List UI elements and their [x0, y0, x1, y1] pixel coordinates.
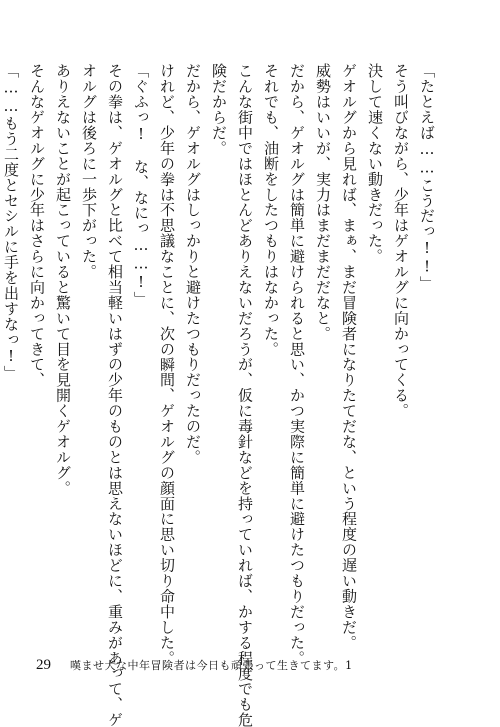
page-number: 29 — [36, 657, 51, 673]
running-title: 嘆ませ犬な中年冒険者は今日も頑張って生きてます。1 — [70, 659, 353, 672]
text-line: ゲオルグから見れば、まぁ、まだ冒険者になりたてだな、という程度の遅い動きだ。 — [340, 63, 358, 651]
text-line: それでも、油断をしたつもりはなかった。 — [262, 63, 280, 357]
text-line: 「たとえば……こうだっ!!」 — [418, 63, 436, 292]
text-line: けれど、少年の拳は不思議なことに、次の瞬間、ゲオルグの顔面に思い切り命中した。 — [158, 63, 176, 666]
text-line: 決して速くない動きだった。 — [366, 63, 384, 264]
text-line: 「ぐふっ! な、なにっ……!」 — [132, 63, 150, 307]
text-line: こんな街中ではほとんどありえないだろうが、仮に毒針などを持っていれば、かする程度でも危 — [236, 63, 254, 727]
text-line: 険だからだ。 — [210, 63, 228, 156]
text-line: 「……もう二度とセシルに手を出すなっ!」 — [2, 63, 20, 381]
text-line: オルグは後ろに一歩下がった。 — [80, 63, 98, 280]
text-line: だから、ゲオルグは簡単に避けられると思い、かつ実際に簡単に避けたつもりだった。 — [288, 63, 306, 666]
text-line: だから、ゲオルグはしっかりと避けたつもりだったのだ。 — [184, 63, 202, 465]
text-line: そう叫びながら、少年はゲオルグに向かってくる。 — [392, 63, 410, 419]
text-line: その拳は、ゲオルグと比べて相当軽いはずの少年のものとは思えないほどに、重みがあって、ゲ — [106, 63, 124, 727]
page-footer — [36, 657, 353, 677]
text-line: そんなゲオルグに少年はさらに向かってきて、 — [28, 63, 46, 388]
text-line: ありえないことが起こっていると驚いて目を見開くゲオルグ。 — [54, 63, 72, 496]
text-line: 威勢はいいが、実力はまだまだだなと。 — [314, 63, 332, 342]
